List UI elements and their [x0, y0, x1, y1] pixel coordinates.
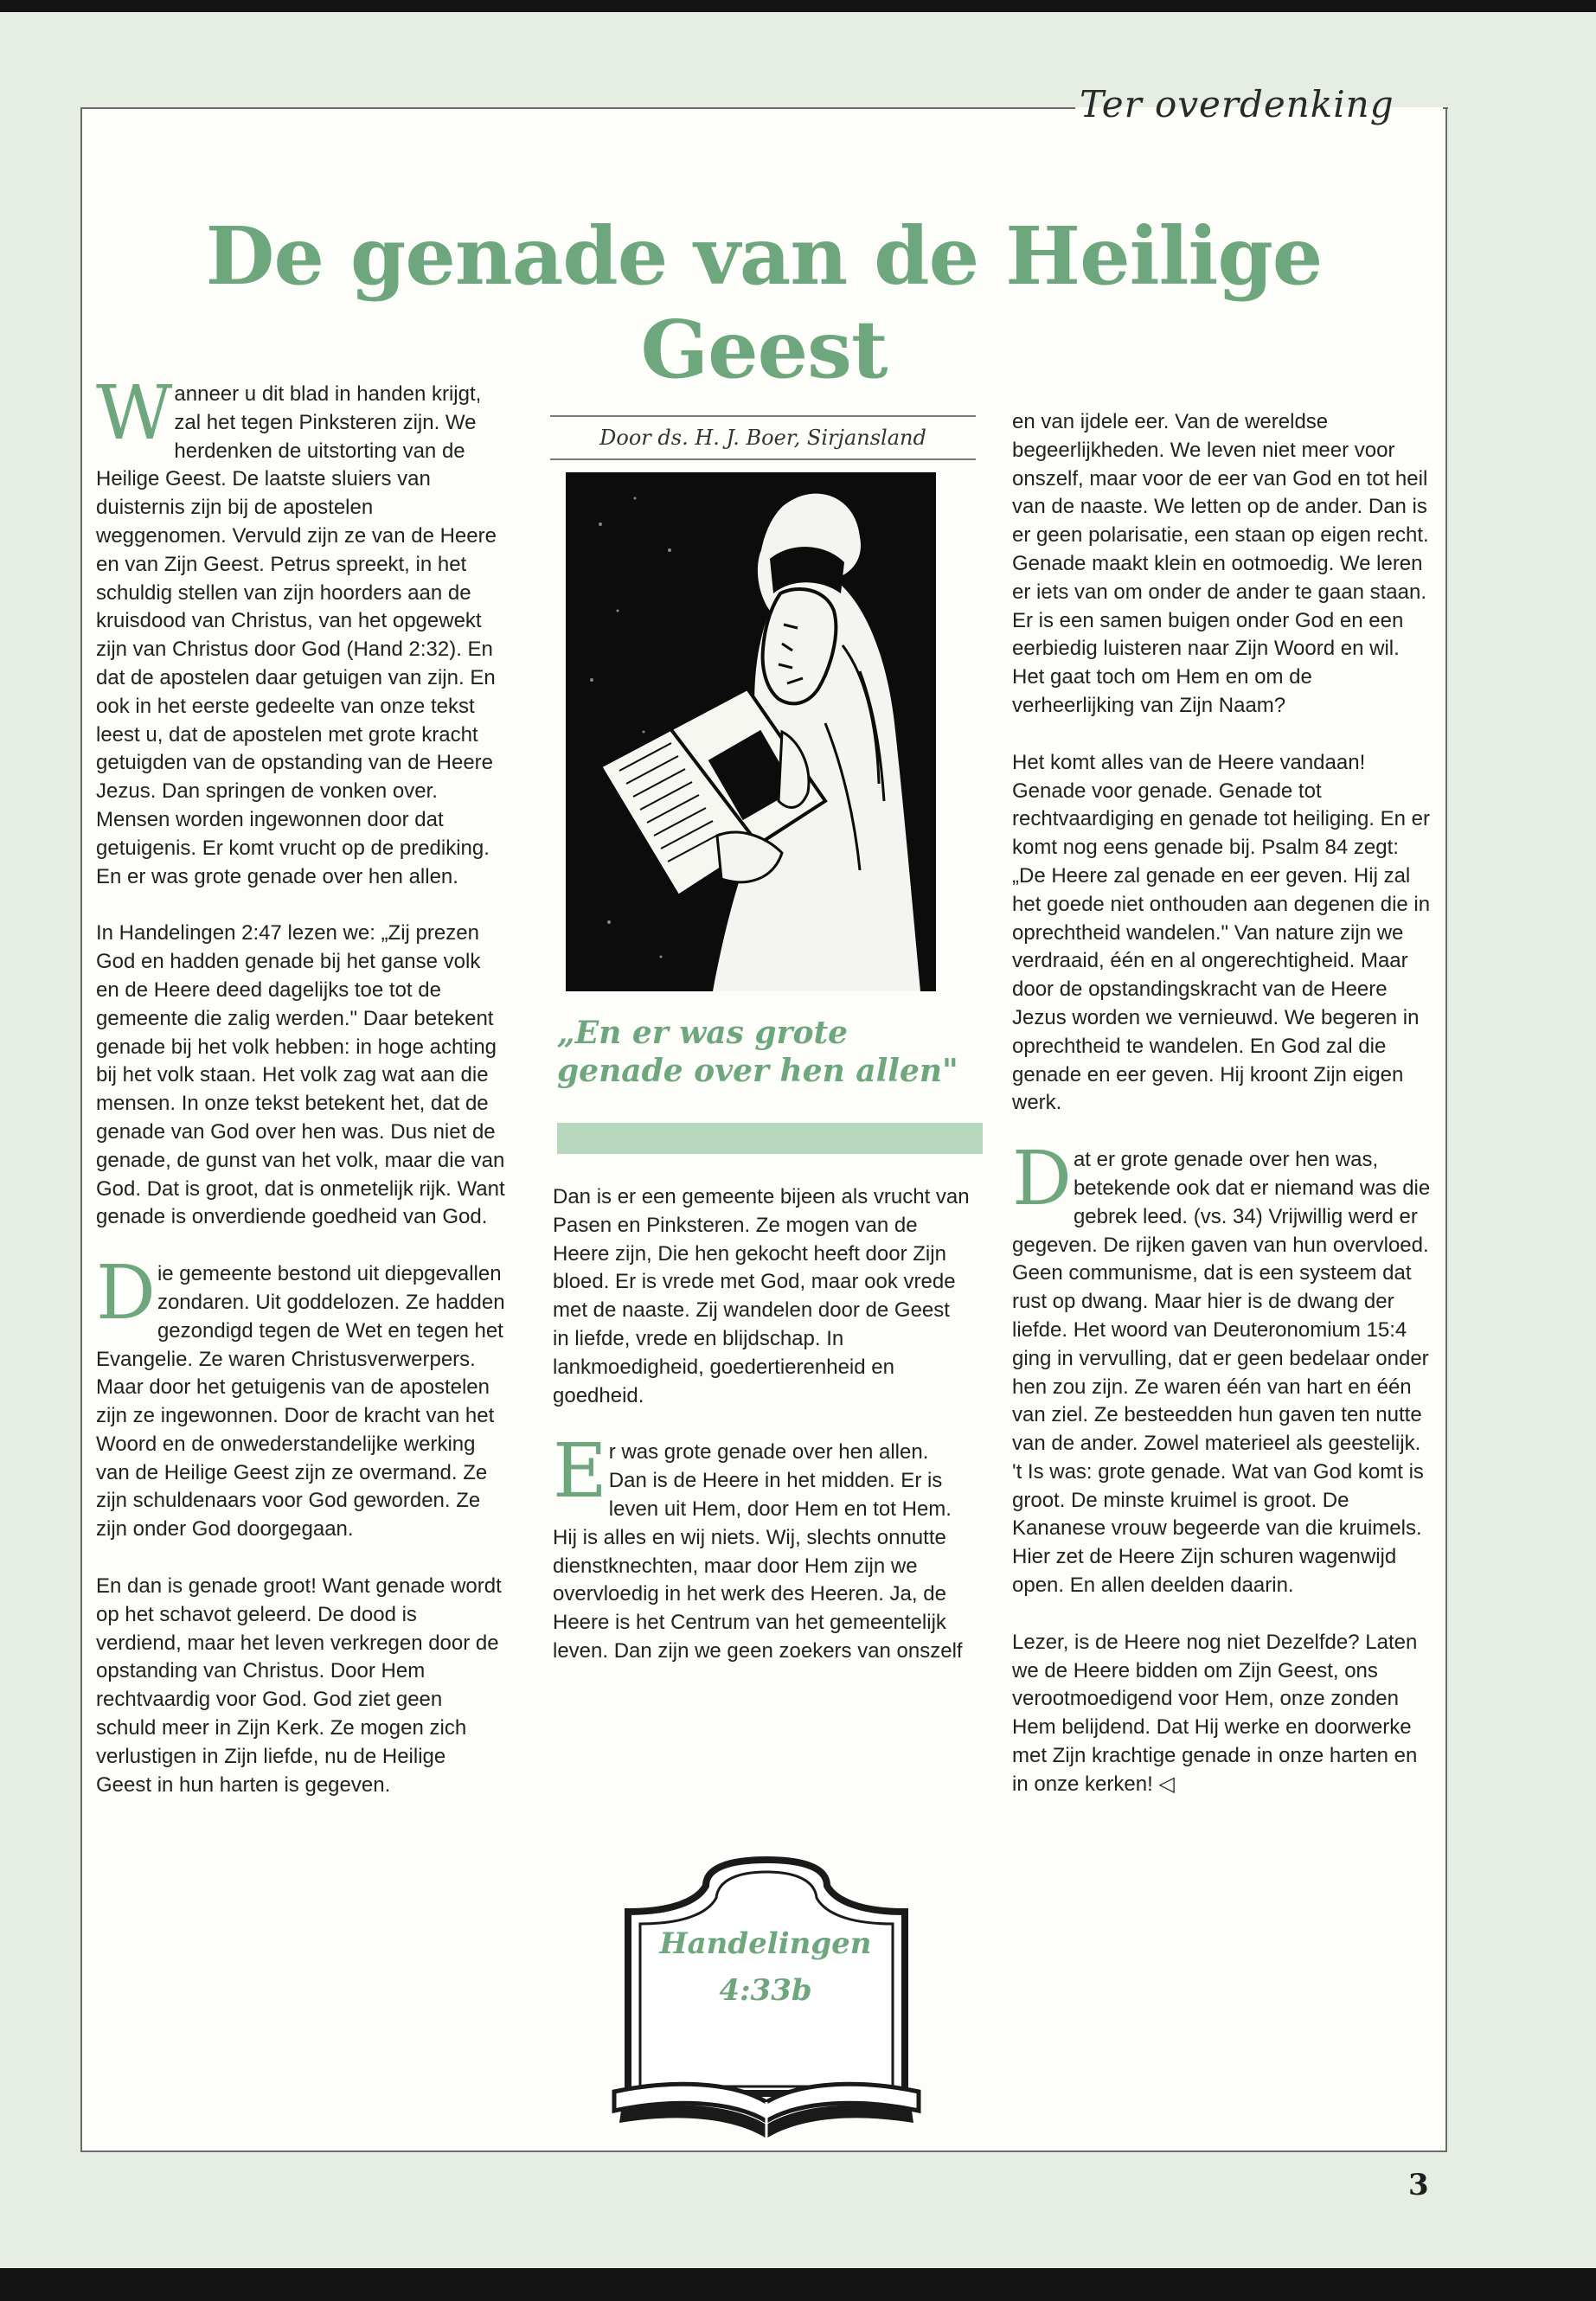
frame-top-rule	[80, 107, 1075, 109]
pull-quote: „En er was grote genade over hen allen"	[557, 1015, 958, 1089]
paragraph-text: ie gemeente bestond uit diepgevallen zondaren. Uit goddelozen. Ze hadden gezondigd tegen de Wet en tegen het Evangelie. Ze waren Christusverwerpers. Maar door het getuigenis van de apostelen zijn ze ingewonnen. Door de kracht van het Woord en de onwederstandelijke werking van de Heilige Geest zijn ze overmand. Ze zijn schuldenaars voor God geworden. Ze zijn onder God doorgegaan.	[96, 1262, 505, 1541]
scripture-verse: 4:33b	[719, 1973, 812, 2008]
drop-cap: D	[1012, 1136, 1072, 1223]
frame-top-rule-end	[1443, 107, 1448, 109]
drop-cap: D	[96, 1250, 156, 1337]
drop-cap: W	[96, 370, 173, 457]
paragraph: en van ijdele eer. Van de wereldse begeerlijkheden. We leven niet meer voor onszelf, maar voor de eer van God en tot heil van de naaste. We letten op de ander. Dan is er geen polarisatie, een staan op eigen recht. Genade maakt klein en ootmoedig. We leren er iets van om onder de ander te gaan staan. Er is een samen buigen onder God en een eerbiedig luisteren naar Zijn Woord en wil. Het gaat toch om Hem en om de verheerlijking van Zijn Naam?	[1012, 410, 1429, 717]
paragraph	[553, 1428, 971, 1665]
paragraph: Dan is er een gemeente bijeen als vrucht van Pasen en Pinksteren. Ze mogen van de Heere zijn, Die hen gekocht heeft door Zijn bloed. Er is vrede met God, maar ook vrede met de naaste. Zij wandelen door de Geest in liefde, vrede en blijdschap. In lankmoedigheid, goedertierenheid en goedheid.	[553, 1185, 970, 1407]
pull-quote-bar	[557, 1123, 983, 1154]
scripture-book: Handelingen	[659, 1926, 872, 1961]
bottom-scan-edge	[0, 2268, 1596, 2301]
paragraph-text: anneer u dit blad in handen krijgt, zal het tegen Pinksteren zijn. We herdenken de uitstorting van de Heilige Geest. De laatste sluiers van duisternis zijn bij de apostelen weggenomen. Vervuld zijn ze van de Heere en van Zijn Geest. Petrus spreekt, in het schuldig stellen van zijn hoorders aan de kruisdood van Christus, van het opgewekt zijn van Christus door God (Hand 2:32). En dat de apostelen daar getuigen van zijn. En ook in het eerste gedeelte van onze tekst leest u, dat de apostelen met grote kracht getuigden van de opstanding van de Heere Jezus. Dan springen de vonken over. Mensen worden ingewonnen door dat getuigenis. Er komt vrucht op de prediking. En er was grote genade over hen allen.	[96, 382, 497, 888]
paragraph	[1012, 1136, 1433, 1600]
column-middle	[553, 1183, 971, 1695]
section-label: Ter overdenking	[1080, 83, 1394, 125]
paragraph	[96, 370, 506, 891]
page-number: 3	[1408, 2168, 1429, 2202]
paragraph: In Handelingen 2:47 lezen we: „Zij prezen God en hadden genade bij het ganse volk en de Heere deed dagelijks toe tot de gemeente die zalig werden." Daar betekent genade bij het volk hebben: in hoge achting bij het volk staan. Het volk zag wat aan die mensen. In onze tekst betekent het, dat de genade van God over hen was. Dus niet de genade, de gunst van het volk, maar die van God. Dat is groot, dat is onmetelijk rijk. Want genade is onverdiende goedheid van God.	[96, 921, 505, 1229]
paragraph-text: r was grote genade over hen allen. Dan is de Heere in het midden. Er is leven uit Hem, door Hem en tot Hem. Hij is alles en wij niets. Wij, slechts onnutte dienstknechten, maar door Hem zijn we overvloedig in het werk des Heeren. Ja, de Heere is het Centrum van het gemeentelijk leven. Dan zijn we geen zoekers van onszelf	[553, 1440, 963, 1663]
reading-elderly-woman-illustration	[566, 472, 936, 991]
column-left	[96, 370, 506, 1828]
illustration-drawing	[566, 472, 936, 991]
paragraph: Het komt alles van de Heere vandaan! Genade voor genade. Genade tot rechtvaardiging en genade tot heiliging. En er komt nog eens genade bij. Psalm 84 zegt: „De Heere zal genade en eer geven. Hij zal het goede niet onthouden aan degenen die in oprechtheid wandelen." Van nature zijn we verdraaid, één en al ongerechtigheid. Maar door de opstandingskracht van de Heere Jezus worden we vernieuwd. We begeren in oprechtheid te wandelen. En God zal die genade en eer geven. Hij kroont Zijn eigen werk.	[1012, 750, 1431, 1115]
drop-cap: E	[553, 1428, 607, 1516]
paragraph	[96, 1250, 506, 1544]
scripture-reference	[623, 1920, 908, 2014]
paragraph-text: at er grote genade over hen was, betekende ook dat er niemand was die gebrek leed. (vs. 34) Vrijwillig werd er gegeven. De rijken gaven van hun overvloed. Geen communisme, dat is een systeem dat rust op dwang. Maar hier is de dwang der liefde. Het woord van Deuteronomium 15:4 ging in vervulling, dat er geen bedelaar onder hen zou zijn. Ze waren één van hart en één van ziel. Ze besteedden hun gaven ten nutte van de ander. Zowel materieel als geestelijk. 't Is was: grote genade. Wat van God komt is groot. De minste kruimel is groot. De Kananese vrouw begeerde van die kruimels. Hier zet de Heere Zijn schuren wagenwijd open. En allen deelden daarin.	[1012, 1148, 1431, 1598]
paragraph: Lezer, is de Heere nog niet Dezelfde? Laten we de Heere bidden om Zijn Geest, ons verootmoedigend voor Hem, onze zonden Hem belijdend. Dat Hij werke en doorwerke met Zijn krachtige genade in onze harten en in onze kerken! ◁	[1012, 1630, 1418, 1796]
top-scan-edge	[0, 0, 1596, 12]
column-right	[1012, 408, 1433, 1828]
byline: Door ds. H. J. Boer, Sirjansland	[550, 415, 976, 460]
paragraph: En dan is genade groot! Want genade wordt op het schavot geleerd. De dood is verdiend, maar het leven verkregen door de opstanding van Christus. Door Hem rechtvaardig voor God. God ziet geen schuld meer in Zijn Kerk. Ze mogen zich verlustigen in Zijn liefde, nu de Heilige Geest in hun harten is gegeven.	[96, 1574, 502, 1797]
article-title: De genade van de Heilige Geest	[205, 209, 1323, 396]
